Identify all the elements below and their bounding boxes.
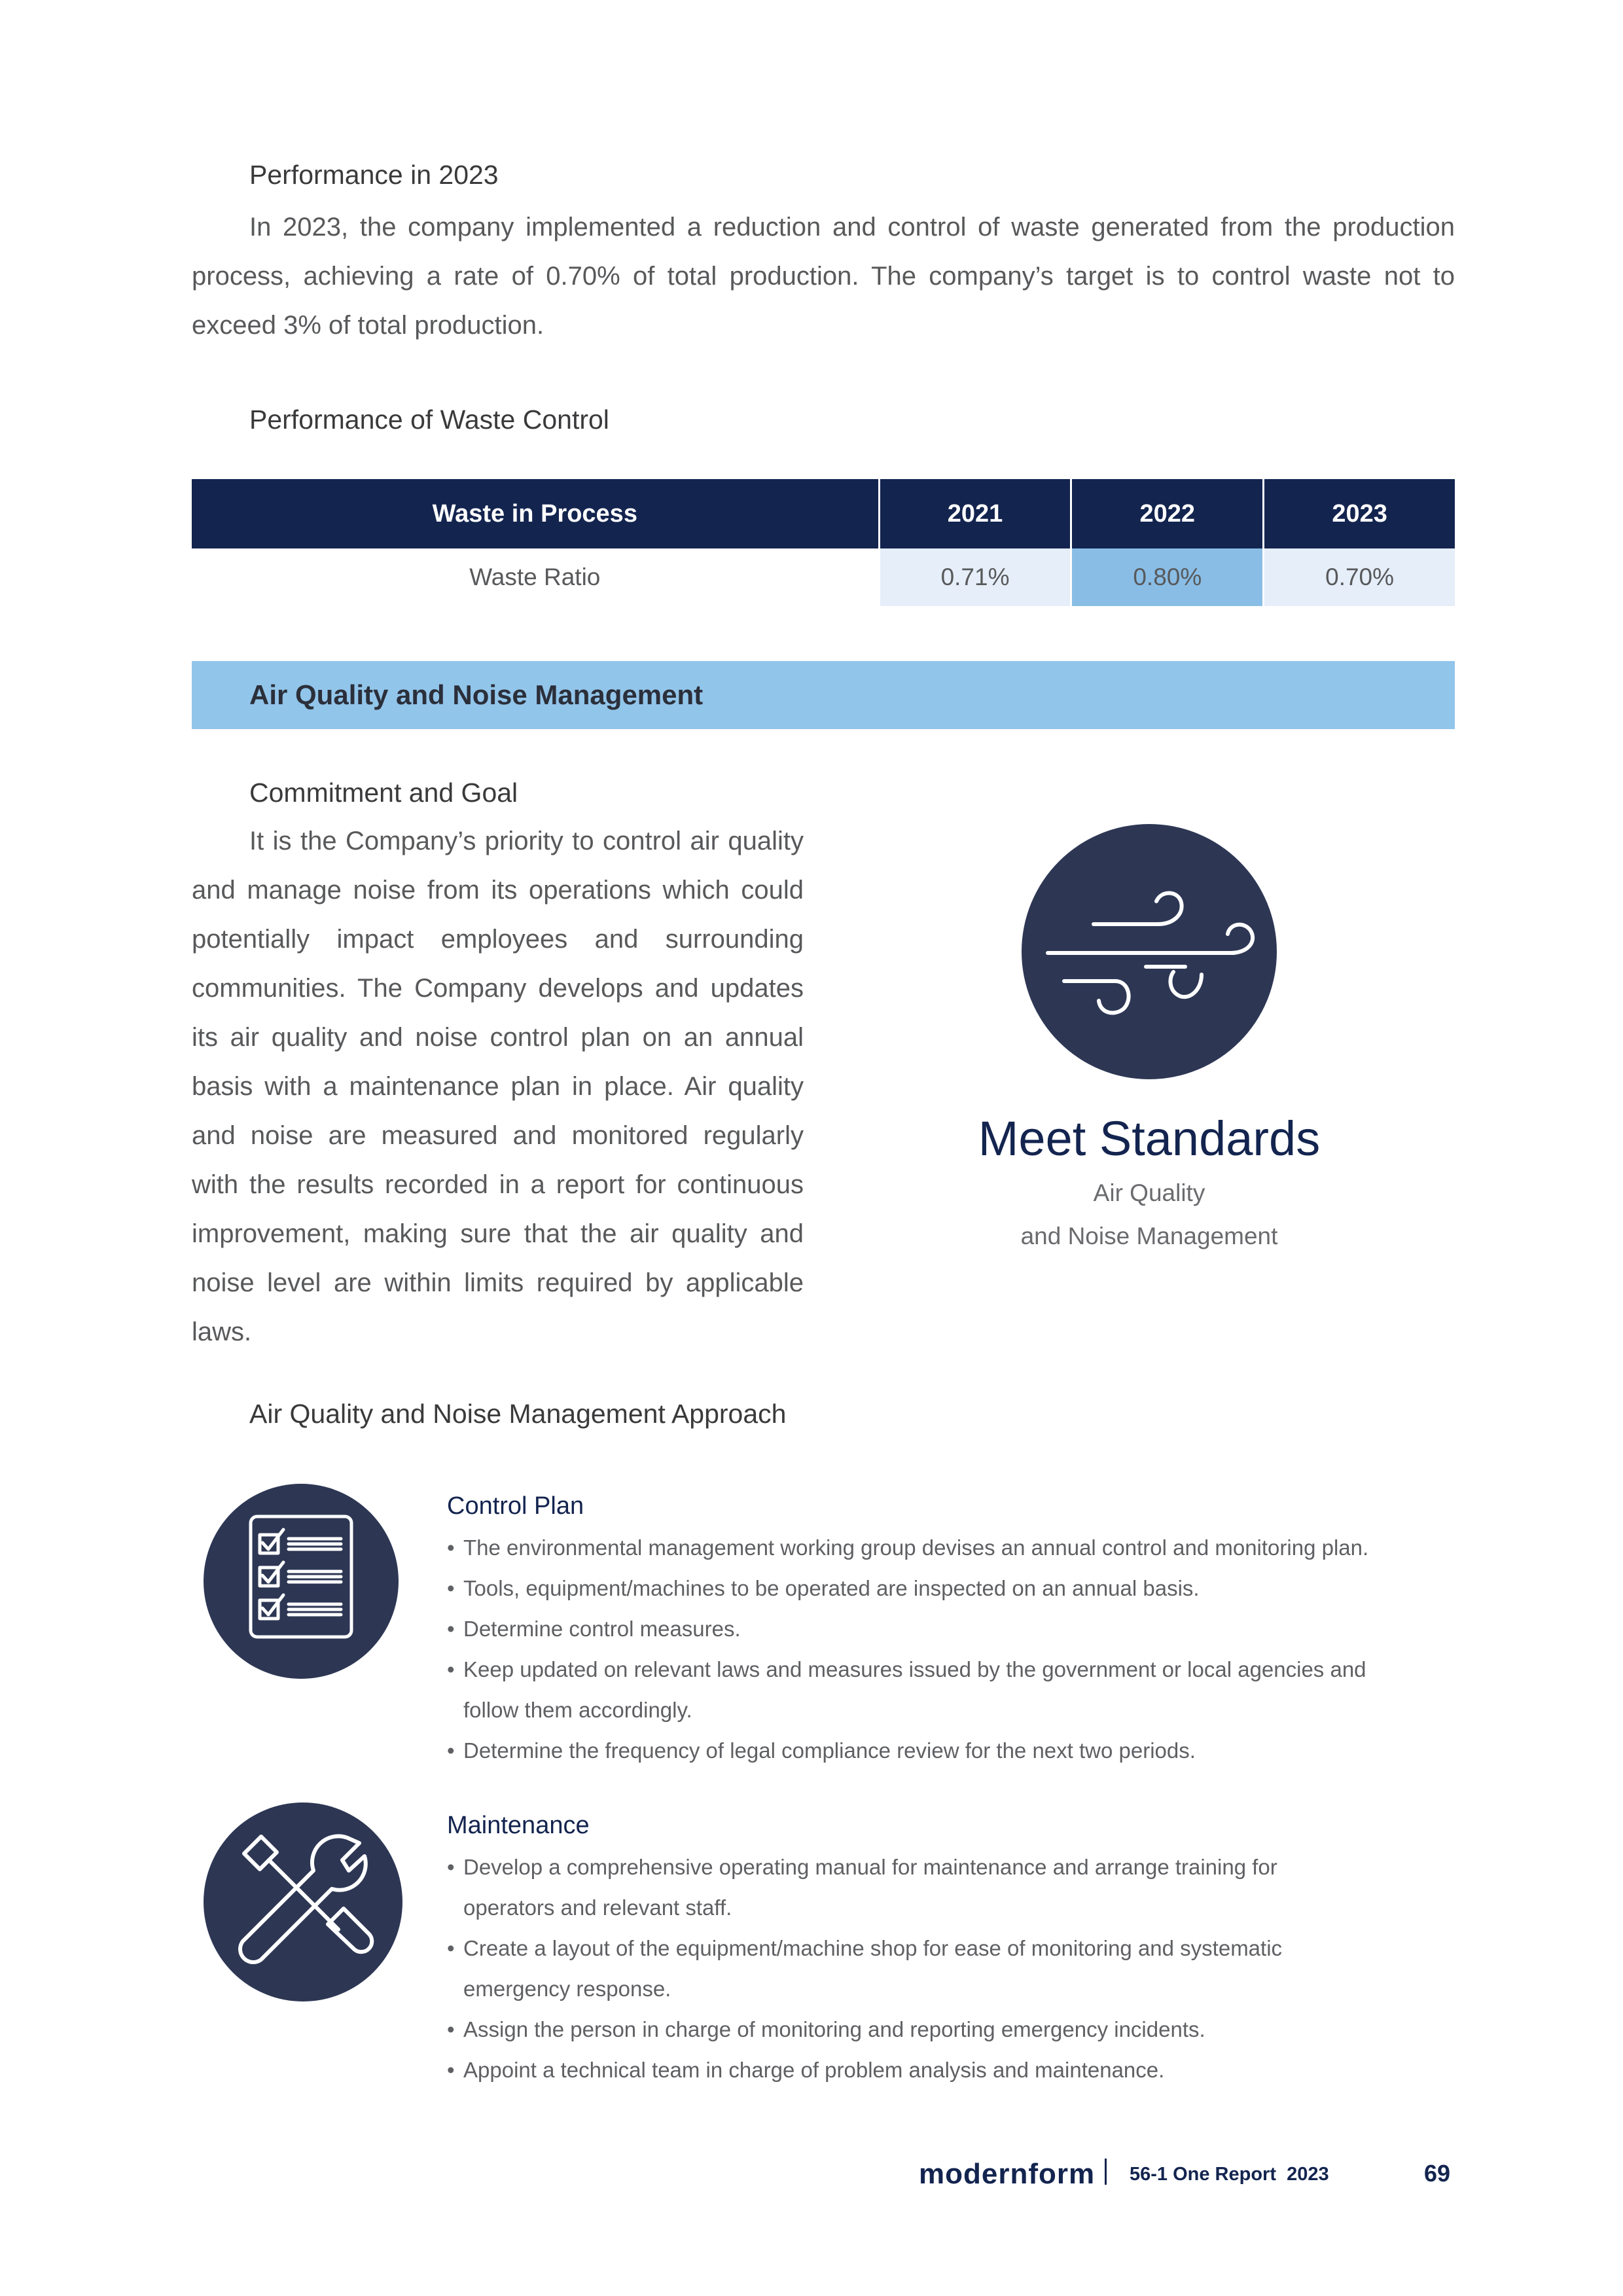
meet-standards-line1: Air Quality [1093,1179,1205,1206]
maintenance-list [447,1847,1455,2090]
table-row [192,548,1455,606]
table-header-row [192,479,1455,548]
table-header-cell: Waste in Process [192,479,878,548]
maintenance-title: Maintenance [447,1812,590,1839]
commitment-line: It is the Company’s priority to control air quality [249,827,804,855]
commitment-line: communities. The Company develops and updates [192,974,804,1003]
control-plan-list [447,1528,1455,1771]
list-item: • Determine control measures. [447,1609,1455,1649]
tools-icon [204,1803,402,2001]
table-cell: 0.80% [1072,548,1262,606]
list-item: • Keep updated on relevant laws and measures issued by the government or local agencies and follow them accordingly. [447,1649,1455,1731]
list-item: • Appoint a technical team in charge of problem analysis and maintenance. [447,2050,1455,2090]
footer-divider [1105,2159,1107,2185]
meet-standards-title: Meet Standards [978,1111,1321,1166]
list-item: • Create a layout of the equipment/machine shop for ease of monitoring and systematic emergency response. [447,1928,1455,2009]
table-header-cell: 2023 [1264,479,1455,548]
commitment-paragraph [192,817,804,1357]
waste-control-heading: Performance of Waste Control [249,404,609,435]
brand-logo: modernform [919,2158,1096,2190]
table-header-cell: 2021 [880,479,1071,548]
commitment-heading: Commitment and Goal [249,778,518,808]
section-banner [192,661,1455,729]
waste-table [192,479,1455,606]
list-item: • The environmental management working group devises an annual control and monitoring plan. [447,1528,1455,1568]
commitment-line: its air quality and noise control plan on an annual [192,1023,804,1052]
control-plan-title: Control Plan [447,1492,584,1520]
table-cell: Waste Ratio [192,548,878,606]
checklist-icon [204,1484,399,1679]
section-banner-title: Air Quality and Noise Management [249,679,704,710]
performance-paragraph: In 2023, the company implemented a reduction and control of waste generated from the production process, achieving a rate of 0.70% of total production. The company’s target is to control waste not to exceed 3% of total production. [192,213,1455,340]
report-title: 56-1 One Report 2023 [1130,2164,1329,2185]
table-cell: 0.70% [1264,548,1455,606]
commitment-line: and noise are measured and monitored regularly [192,1121,804,1150]
page-number: 69 [1424,2160,1451,2187]
performance-heading: Performance in 2023 [249,160,499,190]
wind-icon [1022,824,1277,1079]
table-cell: 0.71% [880,548,1071,606]
list-item: • Tools, equipment/machines to be operated are inspected on an annual basis. [447,1568,1455,1609]
list-item: • Assign the person in charge of monitoring and reporting emergency incidents. [447,2009,1455,2050]
commitment-line: laws. [192,1318,252,1346]
commitment-line: and manage noise from its operations which could [192,876,804,905]
commitment-line: with the results recorded in a report for continuous [192,1170,804,1199]
commitment-line: potentially impact employees and surrounding [192,925,804,954]
meet-standards-line2: and Noise Management [1020,1223,1278,1249]
commitment-line: noise level are within limits required by applicable [192,1268,804,1297]
list-item: • Develop a comprehensive operating manual for maintenance and arrange training for operators and relevant staff. [447,1847,1455,1928]
approach-heading: Air Quality and Noise Management Approach [249,1399,787,1429]
commitment-line: improvement, making sure that the air quality and [192,1219,804,1248]
table-header-cell: 2022 [1072,479,1262,548]
list-item: • Determine the frequency of legal compliance review for the next two periods. [447,1731,1455,1771]
commitment-line: basis with a maintenance plan in place. Air quality [192,1072,804,1101]
